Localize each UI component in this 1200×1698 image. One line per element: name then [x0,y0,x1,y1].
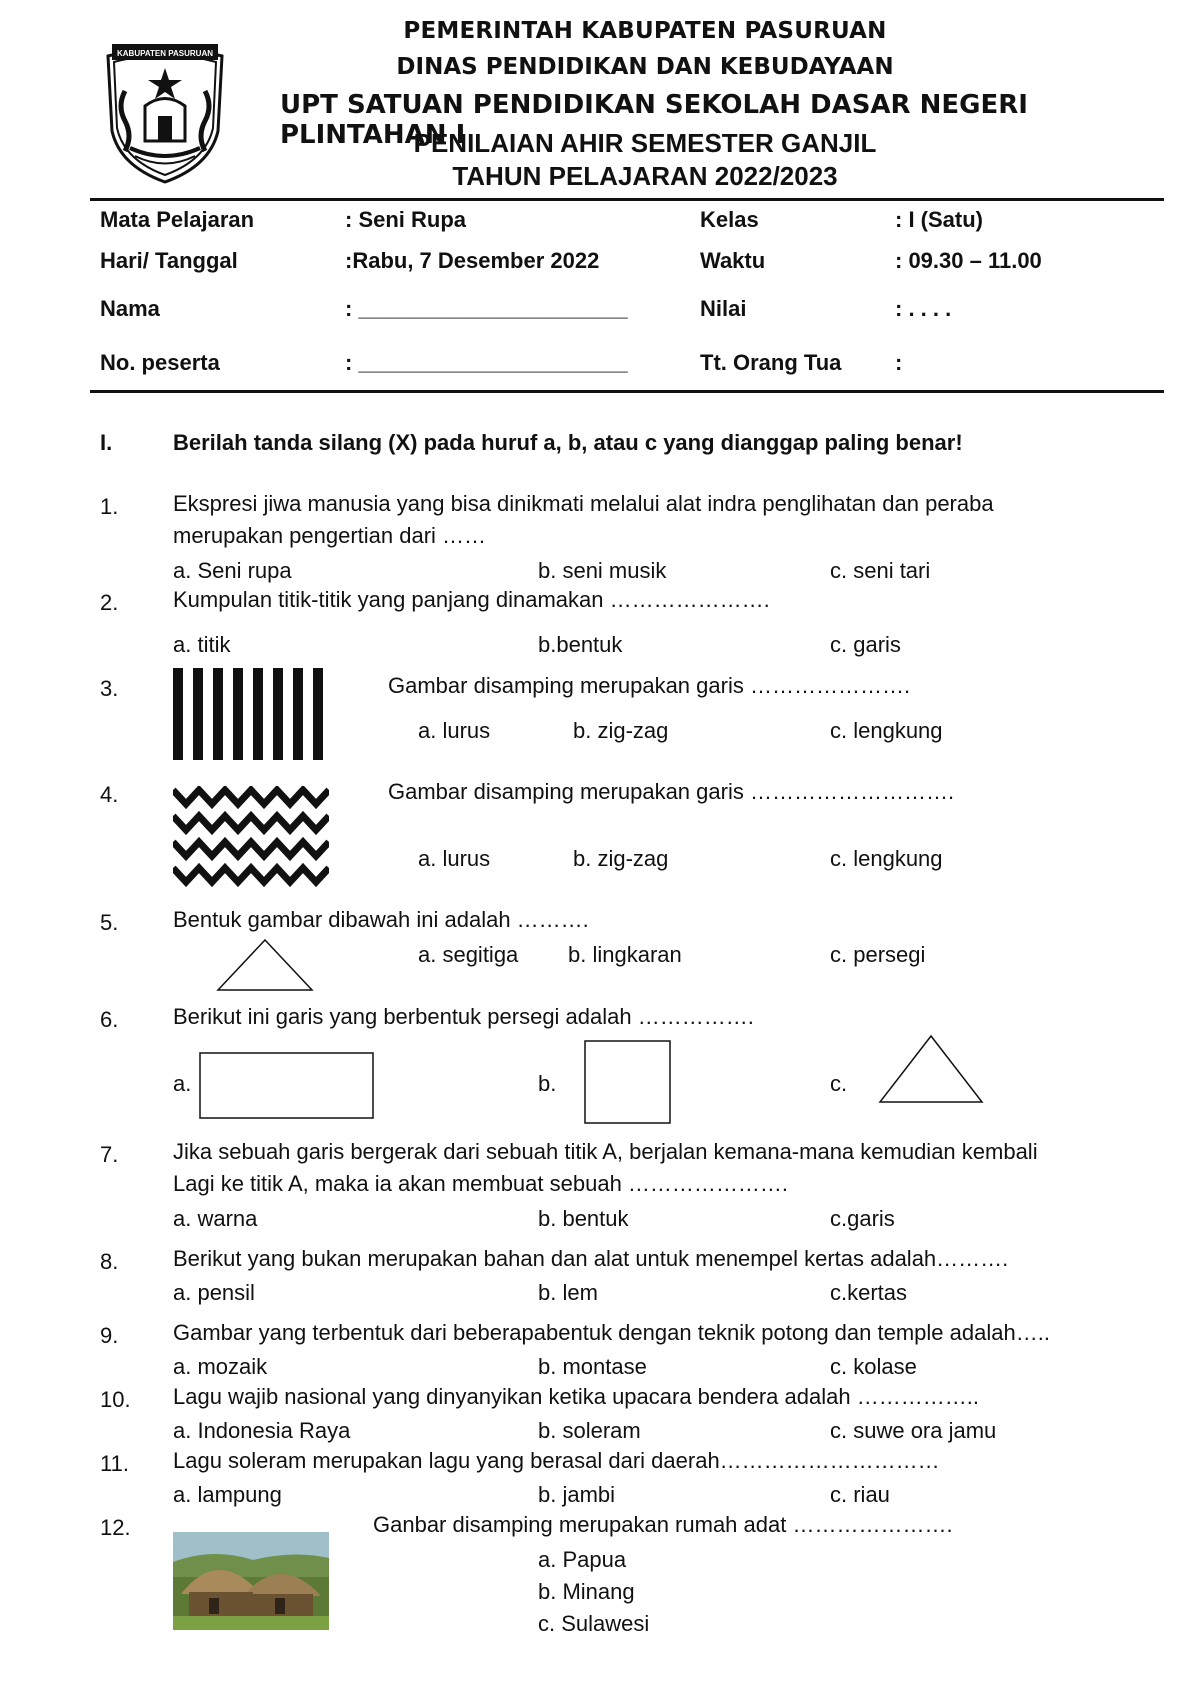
option-a[interactable]: a. lurus [418,718,491,743]
triangle-shape-option[interactable] [878,1034,984,1104]
option-a[interactable]: a. mozaik [173,1354,268,1379]
subject-label: Mata Pelajaran [100,207,255,232]
traditional-house-photo [173,1532,329,1630]
question-number: 9. [100,1323,119,1348]
option-a[interactable]: a. titik [173,632,231,657]
question-text: Berikut yang bukan merupakan bahan dan alat untuk menempel kertas adalah………. [173,1246,1009,1271]
option-b[interactable]: b. montase [538,1354,647,1379]
section-number: I. [100,430,113,455]
option-a[interactable]: a. segitiga [418,942,519,967]
header-department: DINAS PENDIDIKAN DAN KEBUDAYAAN [396,54,894,80]
participant-label: No. peserta [100,350,220,375]
option-c[interactable]: c. lengkung [830,846,943,871]
time-value: : 09.30 – 11.00 [895,248,1042,273]
option-a[interactable]: a. warna [173,1206,258,1231]
question-number: 12. [100,1515,131,1540]
header-school-year: TAHUN PELAJARAN 2022/2023 [452,161,838,191]
date-label: Hari/ Tanggal [100,248,238,273]
option-b[interactable]: b. bentuk [538,1206,629,1231]
option-c[interactable]: c. lengkung [830,718,943,743]
option-a[interactable]: a. [173,1071,192,1096]
time-label: Waktu [700,248,766,273]
option-c[interactable]: c. garis [830,632,901,657]
option-b[interactable]: b. [538,1071,557,1096]
question-number: 10. [100,1387,131,1412]
section-instruction: Berilah tanda silang (X) pada huruf a, b, atau c yang dianggap paling benar! [173,430,963,455]
question-text: merupakan pengertian dari …… [173,523,487,548]
option-c[interactable]: c.garis [830,1206,895,1231]
option-c[interactable]: c. suwe ora jamu [830,1418,997,1443]
question-text: Ekspresi jiwa manusia yang bisa dinikmati melalui alat indra penglihatan dan peraba [173,491,994,516]
option-c[interactable]: c. riau [830,1482,890,1507]
option-a[interactable]: a. Indonesia Raya [173,1418,351,1443]
option-a[interactable]: a. pensil [173,1280,255,1305]
name-field[interactable]: : ______________________ [345,296,628,321]
option-a[interactable]: a. lurus [418,846,491,871]
option-b[interactable]: b. jambi [538,1482,616,1507]
subject-value: : Seni Rupa [345,207,467,232]
option-c[interactable]: c. seni tari [830,558,931,583]
question-number: 1. [100,494,119,519]
option-b[interactable]: b. zig-zag [573,718,669,743]
header-exam-title: PENILAIAN AHIR SEMESTER GANJIL [413,128,877,158]
question-text: Lagu soleram merupakan lagu yang berasal dari daerah………………………… [173,1448,940,1473]
question-number: 11. [100,1451,129,1476]
straight-lines-image [173,668,329,760]
question-number: 8. [100,1249,119,1274]
square-shape-option[interactable] [584,1040,672,1124]
option-c[interactable]: c. kolase [830,1354,917,1379]
date-value: :Rabu, 7 Desember 2022 [345,248,600,273]
question-text: Ganbar disamping merupakan rumah adat …………………. [373,1512,953,1537]
question-text: Lagi ke titik A, maka ia akan membuat sebuah …………………. [173,1171,789,1196]
question-number: 6. [100,1007,119,1032]
svg-text:KABUPATEN PASURUAN: KABUPATEN PASURUAN [117,49,213,58]
question-number: 5. [100,910,119,935]
parent-signature-field[interactable]: : [895,350,903,375]
header-school: UPT SATUAN PENDIDIKAN SEKOLAH DASAR NEGERI PLINTAHAN I [280,90,1028,150]
option-b[interactable]: b. soleram [538,1418,641,1443]
zigzag-lines-image [173,786,329,894]
rectangle-shape-option[interactable] [199,1052,375,1120]
question-number: 3. [100,676,119,701]
question-text: Berikut ini garis yang berbentuk persegi adalah ……………. [173,1004,754,1029]
question-text: Lagu wajib nasional yang dinyanyikan ketika upacara bendera adalah …………….. [173,1384,979,1409]
question-number: 4. [100,782,119,807]
option-b[interactable]: b. lingkaran [568,942,682,967]
option-c[interactable]: c. Sulawesi [538,1611,650,1636]
header-government: PEMERINTAH KABUPATEN PASURUAN [403,18,887,44]
question-text: Kumpulan titik-titik yang panjang dinamakan …………………. [173,587,770,612]
option-c[interactable]: c. persegi [830,942,926,967]
option-c[interactable]: c. [830,1071,848,1096]
option-a[interactable]: a. lampung [173,1482,282,1507]
option-a[interactable]: a. Papua [538,1547,627,1572]
option-b[interactable]: b. zig-zag [573,846,669,871]
option-a[interactable]: a. Seni rupa [173,558,292,583]
question-number: 7. [100,1142,119,1167]
info-divider [90,390,1164,393]
option-c[interactable]: c.kertas [830,1280,908,1305]
question-text: Gambar disamping merupakan garis …………………. [388,673,911,698]
question-text: Jika sebuah garis bergerak dari sebuah titik A, berjalan kemana-mana kemudian kembali [173,1139,1038,1164]
class-label: Kelas [700,207,759,232]
header-divider [90,198,1164,201]
triangle-image [216,938,314,992]
option-b[interactable]: b. seni musik [538,558,667,583]
option-b[interactable]: b. Minang [538,1579,635,1604]
name-label: Nama [100,296,160,321]
score-field[interactable]: : . . . . [895,296,952,321]
parent-signature-label: Tt. Orang Tua [700,350,842,375]
question-text: Gambar disamping merupakan garis ………………………. [388,779,955,804]
class-value: : I (Satu) [895,207,983,232]
option-b[interactable]: b.bentuk [538,632,623,657]
question-number: 2. [100,590,119,615]
option-b[interactable]: b. lem [538,1280,598,1305]
score-label: Nilai [700,296,747,321]
participant-field[interactable]: : ______________________ [345,350,628,375]
question-text: Bentuk gambar dibawah ini adalah ………. [173,907,589,932]
question-text: Gambar yang terbentuk dari beberapabentuk dengan teknik potong dan temple adalah….. [173,1320,1050,1345]
